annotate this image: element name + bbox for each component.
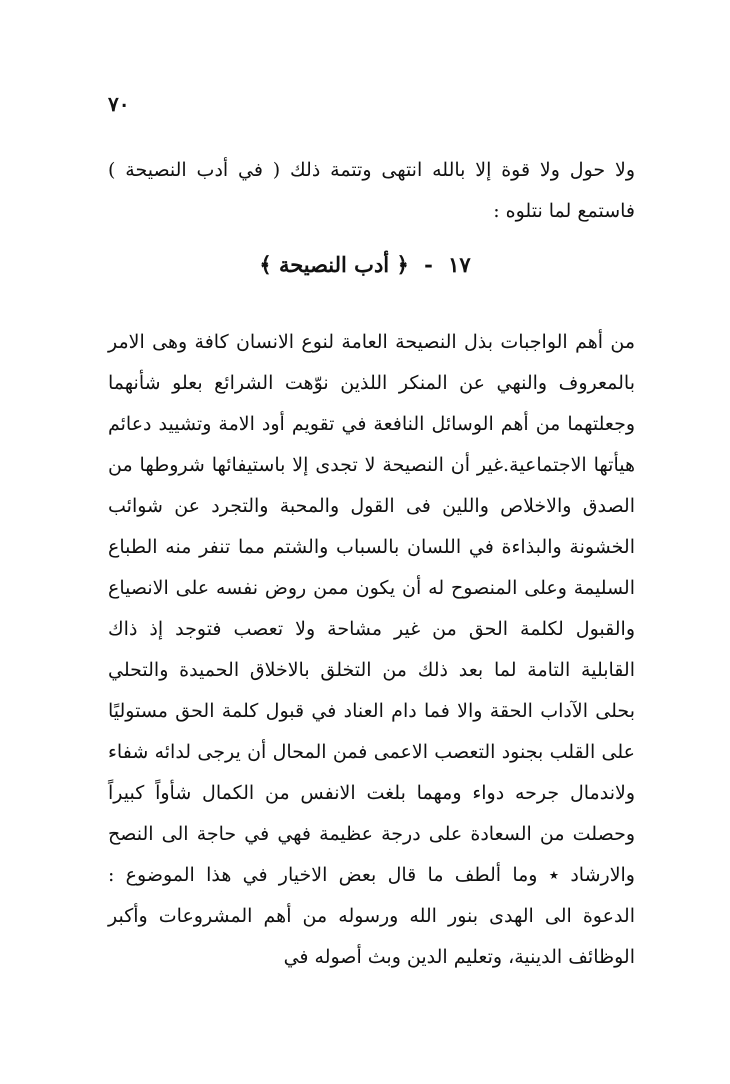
page-number: ٧٠ bbox=[108, 92, 130, 116]
section-heading bbox=[0, 252, 730, 277]
section-dash: - bbox=[424, 252, 433, 277]
body-paragraph: من أهم الواجبات بذل النصيحة العامة لنوع الانسان كافة وهى الامر بالمعروف والنهي عن المنكر اللذين نوّهت الشرائع بعلو شأنهما وجعلتهما من أهم الوسائل النافعة في تقويم أود الامة وتشييد دعائم هيأتها الاجتماعية.غير أن النصيحة لا تجدى إلا باستيفائها شروطها من الصدق والاخلاص واللين فى القول والمحبة والتجرد عن شوائب الخشونة والبذاءة في اللسان بالسباب والشتم مما تنفر منه الطباع السليمة وعلى المنصوح له أن يكون ممن روض نفسه على الانصياع والقبول لكلمة الحق من غير مشاحة ولا تعصب فتوجد إذ ذاك القابلية التامة لما بعد ذلك من التخلق بالاخلاق الحميدة والتحلي بحلى الآداب الحقة والا فما دام العناد في قبول كلمة الحق مستوليًا على القلب بجنود التعصب الاعمى فمن المحال أن يرجى لدائه شفاء ولاندمال جرحه دواء ومهما بلغت الانفس من الكمال شأواً كبيراً وحصلت من السعادة على درجة عظيمة فهي في حاجة الى النصح والارشاد ٭ وما ألطف ما قال بعض الاخيار في هذا الموضوع : الدعوة الى الهدى بنور الله ورسوله من أهم المشروعات وأكبر الوظائف الدينية، وتعليم الدين وبث أصوله في bbox=[108, 331, 635, 968]
section-title: ﴿ أدب النصيحة ﴾ bbox=[259, 252, 409, 277]
intro-paragraph: ولا حول ولا قوة إلا بالله انتهى وتتمة ذلك ( في أدب النصيحة ) فاستمع لما نتلوه : bbox=[108, 159, 635, 222]
section-number: ١٧ bbox=[448, 252, 471, 277]
